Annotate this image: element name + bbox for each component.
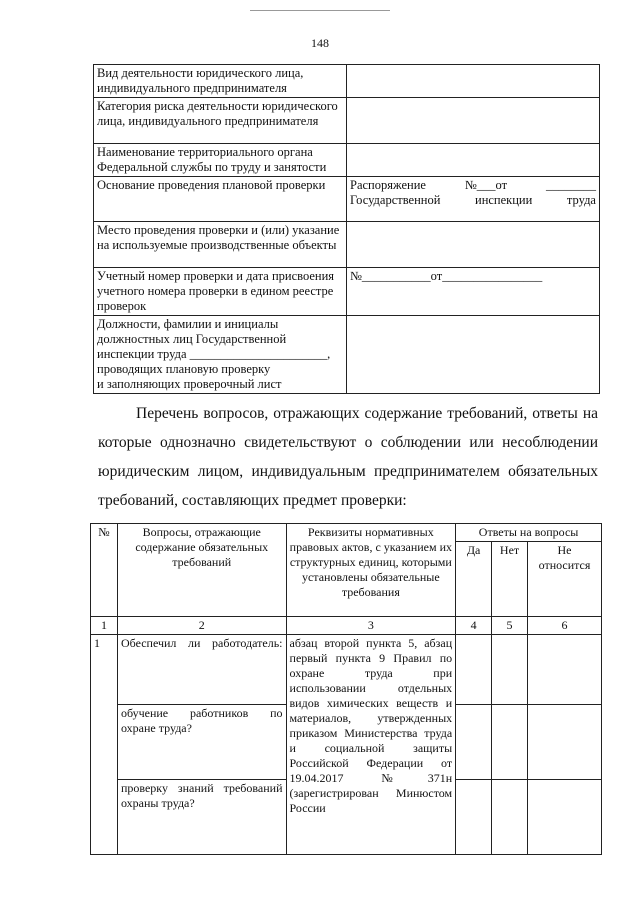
header-num: № bbox=[91, 524, 118, 617]
header-row bbox=[91, 524, 602, 542]
answer-na-cell bbox=[528, 780, 602, 855]
page-number: 148 bbox=[311, 36, 329, 50]
col-number: 6 bbox=[528, 617, 602, 635]
label-line: инспекции труда ______________________, bbox=[97, 347, 331, 361]
table-row bbox=[94, 177, 600, 222]
inspection-info-table bbox=[93, 64, 600, 394]
row-value bbox=[347, 144, 600, 177]
top-rule bbox=[250, 10, 390, 11]
row-num: 1 bbox=[91, 635, 118, 855]
label-line: должностных лиц Государственной bbox=[97, 332, 287, 346]
requisites-cell: абзац второй пункта 5, абзац первый пункта 9 Правил по охране труда при использовании отдельных видов химических веществ и материалов, утвержденных приказом Министерства труда и социальной защиты Российской Федерации от 19.04.2017 №371н (зарегистрирован Минюстом России bbox=[286, 635, 456, 855]
table-row bbox=[94, 316, 600, 394]
col-number: 5 bbox=[492, 617, 528, 635]
checklist-table bbox=[90, 523, 602, 855]
answer-na-cell bbox=[528, 705, 602, 780]
intro-paragraph: Перечень вопросов, отражающих содержание требований, ответы на которые однозначно свидетельствуют о соблюдении или несоблюдении юридическим лицом, индивидуальным предпринимателем обязательных требований, составляющих предмет проверки: bbox=[98, 405, 598, 509]
answer-na-cell bbox=[528, 635, 602, 705]
col-number: 3 bbox=[286, 617, 456, 635]
row-label: Учетный номер проверки и дата присвоения учетного номера проверки в едином реестре проверок bbox=[94, 268, 347, 316]
question-cell: обучение работников по охране труда? bbox=[117, 705, 286, 780]
answer-yes-cell bbox=[456, 780, 492, 855]
row-value-basis bbox=[347, 177, 600, 222]
table-row bbox=[94, 65, 600, 98]
col-number: 4 bbox=[456, 617, 492, 635]
header-no: Нет bbox=[492, 542, 528, 617]
row-value bbox=[347, 65, 600, 98]
row-label: Наименование территориального органа Федеральной службы по труду и занятости bbox=[94, 144, 347, 177]
row-value bbox=[347, 316, 600, 394]
row-label: Основание проведения плановой проверки bbox=[94, 177, 347, 222]
question-cell: проверку знаний требований охраны труда? bbox=[117, 780, 286, 855]
row-value bbox=[347, 98, 600, 144]
label-line: и заполняющих проверочный лист bbox=[97, 377, 282, 391]
row-label: Место проведения проверки и (или) указание на используемые производственные объекты bbox=[94, 222, 347, 268]
col-number: 1 bbox=[91, 617, 118, 635]
answer-no-cell bbox=[492, 780, 528, 855]
label-line: проводящих плановую проверку bbox=[97, 362, 271, 376]
table-row bbox=[94, 268, 600, 316]
header-questions: Вопросы, отражающие содержание обязательных требований bbox=[117, 524, 286, 617]
row-label-officials bbox=[94, 316, 347, 394]
basis-gov: Государственной bbox=[350, 193, 441, 207]
basis-inspection: инспекции bbox=[475, 193, 533, 207]
row-label: Категория риска деятельности юридического лица, индивидуального предпринимателя bbox=[94, 98, 347, 144]
answer-no-cell bbox=[492, 635, 528, 705]
table-row bbox=[94, 222, 600, 268]
question-cell: Обеспечил ли работодатель: bbox=[117, 635, 286, 705]
header-yes: Да bbox=[456, 542, 492, 617]
table-row bbox=[94, 144, 600, 177]
row-value: №___________от________________ bbox=[347, 268, 600, 316]
label-line: Должности, фамилии и инициалы bbox=[97, 317, 279, 331]
col-number: 2 bbox=[117, 617, 286, 635]
header-requisites: Реквизиты нормативных правовых актов, с указанием их структурных единиц, которыми установлены обязательные требования bbox=[286, 524, 456, 617]
answer-no-cell bbox=[492, 705, 528, 780]
row-label: Вид деятельности юридического лица, индивидуального предпринимателя bbox=[94, 65, 347, 98]
basis-order: Распоряжение bbox=[350, 178, 426, 192]
basis-date-blank: ________ bbox=[545, 178, 596, 192]
header-answers: Ответы на вопросы bbox=[456, 524, 602, 542]
basis-number: №___от bbox=[464, 178, 508, 192]
column-number-row bbox=[91, 617, 602, 635]
basis-labor: труда bbox=[566, 193, 596, 207]
row-value bbox=[347, 222, 600, 268]
table-row bbox=[91, 635, 602, 705]
answer-yes-cell bbox=[456, 705, 492, 780]
table-row bbox=[94, 98, 600, 144]
answer-yes-cell bbox=[456, 635, 492, 705]
header-na: Не относится bbox=[528, 542, 602, 617]
